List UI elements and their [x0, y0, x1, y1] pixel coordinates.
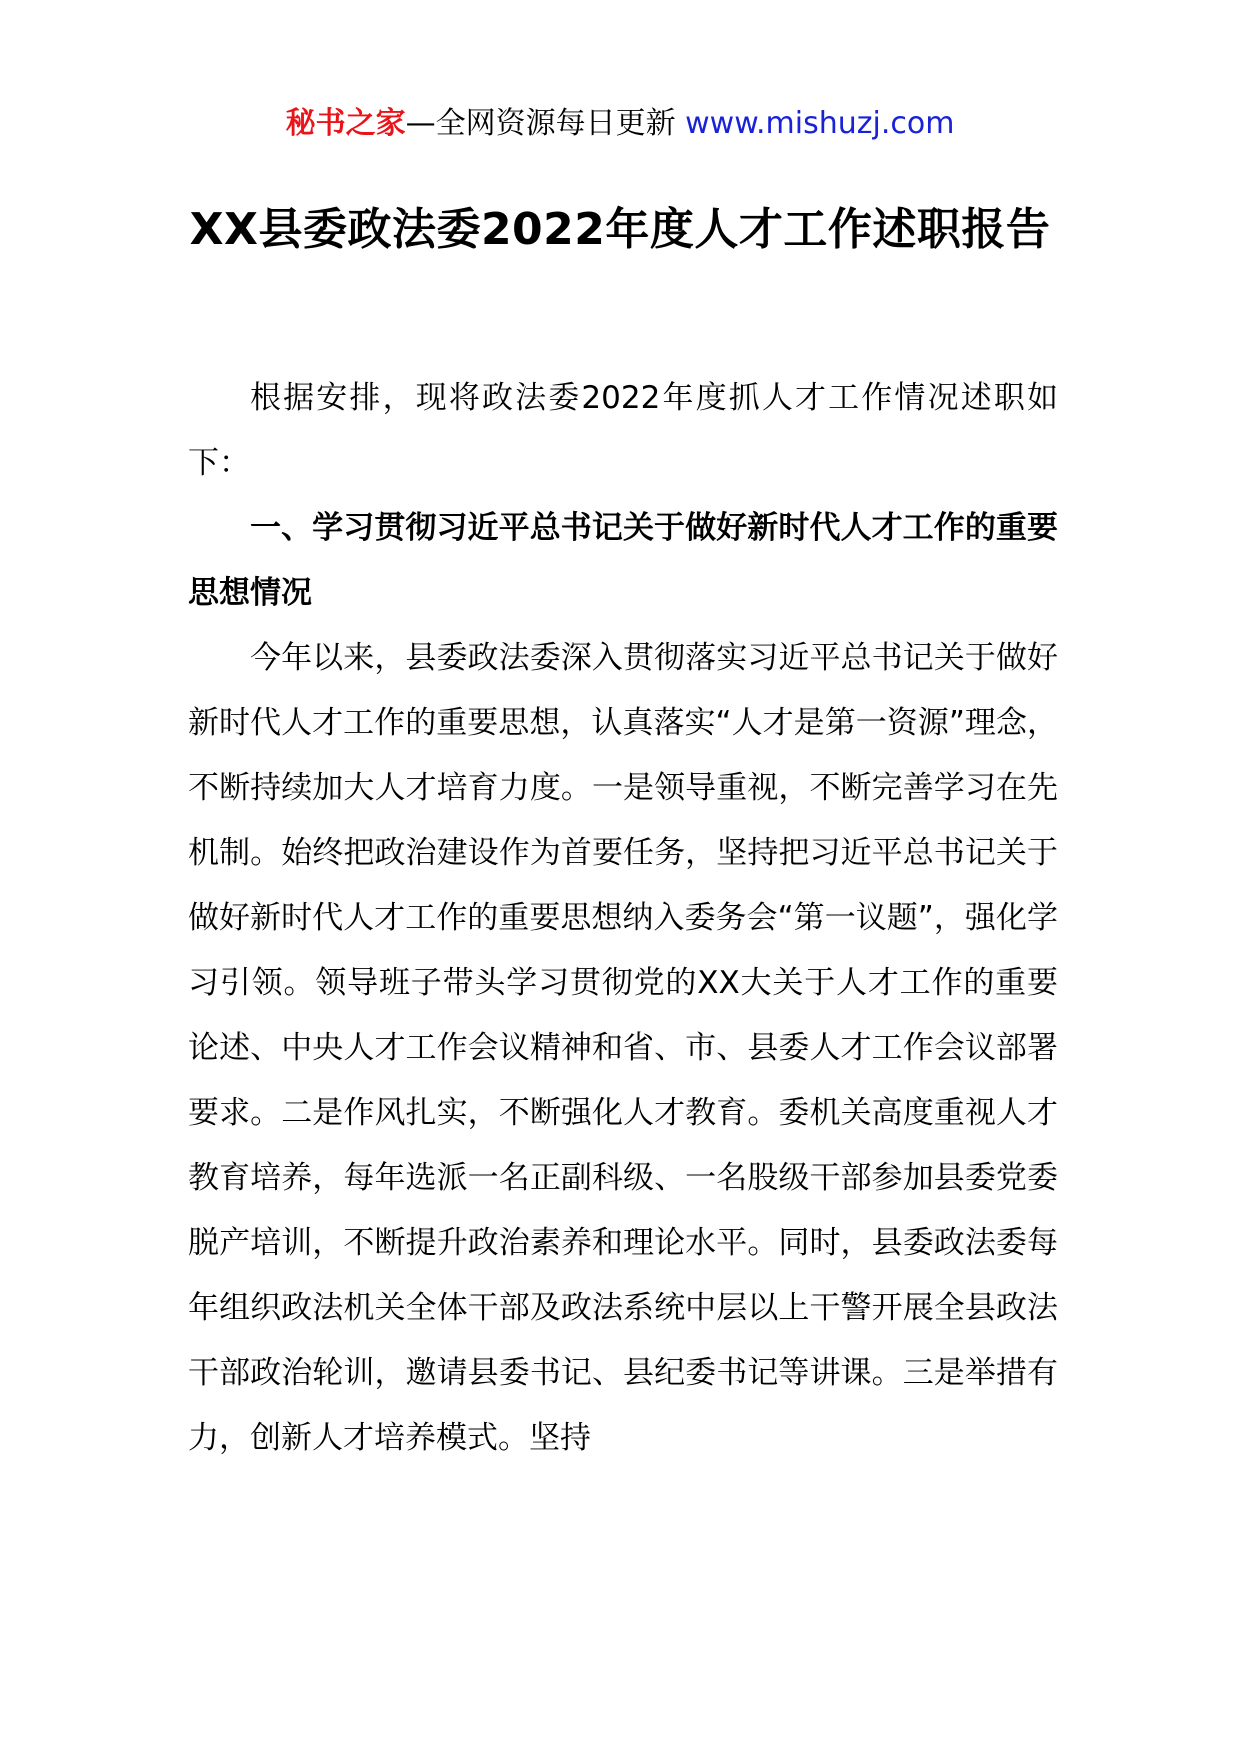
header-tagline: —全网资源每日更新: [405, 106, 676, 141]
section-heading: 一、学习贯彻习近平总书记关于做好新时代人才工作的重要思想情况: [188, 510, 1058, 611]
site-header: [0, 102, 1240, 146]
document-title: XX县委政法委2022年度人才工作述职报告: [189, 204, 1051, 255]
intro-paragraph: 根据安排，现将政法委2022年度抓人才工作情况述职如下：: [188, 380, 1058, 481]
brand-name: 秘书之家: [285, 106, 406, 141]
site-url-link[interactable]: www.mishuzj.com: [685, 106, 955, 141]
section-paragraph: 今年以来，县委政法委深入贯彻落实习近平总书记关于做好新时代人才工作的重要思想，认真落实“人才是第一资源”理念，不断持续加大人才培育力度。一是领导重视，不断完善学习在先机制。始终把政治建设作为首要任务，坚持把习近平总书记关于做好新时代人才工作的重要思想纳入委务会“第一议题”，强化学习引领。领导班子带头学习贯彻党的XX大关于人才工作的重要论述、中央人才工作会议精神和省、市、县委人才工作会议部署要求。二是作风扎实，不断强化人才教育。委机关高度重视人才教育培养，每年选派一名正副科级、一名股级干部参加县委党委脱产培训，不断提升政治素养和理论水平。同时，县委政法委每年组织政法机关全体干部及政法系统中层以上干警开展全县政法干部政治轮训，邀请县委书记、县纪委书记等讲课。三是举措有力，创新人才培养模式。坚持: [188, 640, 1058, 1456]
document-body: [188, 366, 1058, 1471]
